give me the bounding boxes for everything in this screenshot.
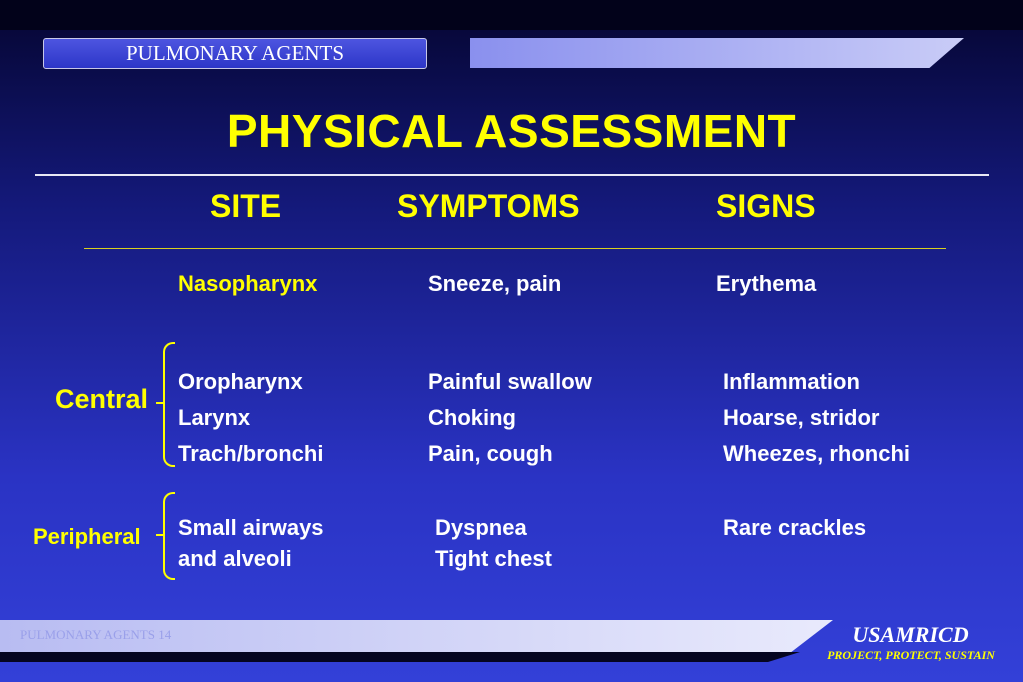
column-header-site: SITE: [210, 188, 282, 224]
central-row-1-symptoms: Painful swallow: [428, 369, 592, 394]
central-brace-tip: [156, 402, 165, 404]
central-row-1-site: Oropharynx: [178, 369, 303, 394]
peripheral-label: Peripheral: [33, 524, 141, 549]
peripheral-site-line-1: Small airways: [178, 515, 324, 540]
peripheral-symptom-line-2: Tight chest: [435, 546, 552, 571]
footer-stripe-dark: [0, 652, 800, 662]
column-header-signs: SIGNS: [716, 188, 816, 224]
title-divider: [35, 174, 989, 176]
central-row-1-signs: Inflammation: [723, 369, 860, 394]
header-stripe: [470, 38, 964, 68]
peripheral-signs: Rare crackles: [723, 515, 867, 540]
column-header-symptoms: SYMPTOMS: [397, 188, 580, 224]
peripheral-brace-tip: [156, 534, 165, 536]
org-name: USAMRICD: [852, 622, 969, 647]
central-row-3-site: Trach/bronchi: [178, 441, 324, 466]
nasopharynx-symptoms: Sneeze, pain: [428, 271, 562, 296]
central-brace: [163, 342, 175, 467]
central-row-3-symptoms: Pain, cough: [428, 441, 553, 466]
central-row-2-site: Larynx: [178, 405, 251, 430]
nasopharynx-site: Nasopharynx: [178, 271, 318, 296]
nasopharynx-signs: Erythema: [716, 271, 817, 296]
org-motto: PROJECT, PROTECT, SUSTAIN: [827, 648, 995, 662]
footer-slide-label: PULMONARY AGENTS 14: [20, 627, 172, 642]
central-label: Central: [55, 384, 149, 414]
peripheral-symptom-line-1: Dyspnea: [435, 515, 527, 540]
central-row-2-symptoms: Choking: [428, 405, 516, 430]
header-label: PULMONARY AGENTS: [126, 41, 344, 65]
central-row-3-signs: Wheezes, rhonchi: [723, 441, 911, 466]
peripheral-site-line-2: and alveoli: [178, 546, 292, 571]
central-row-2-signs: Hoarse, stridor: [723, 405, 880, 430]
slide-title: PHYSICAL ASSESSMENT: [226, 105, 797, 157]
header-label-box: [43, 38, 427, 69]
peripheral-brace: [163, 492, 175, 580]
top-band: [0, 0, 1023, 30]
header-divider: [84, 248, 946, 249]
